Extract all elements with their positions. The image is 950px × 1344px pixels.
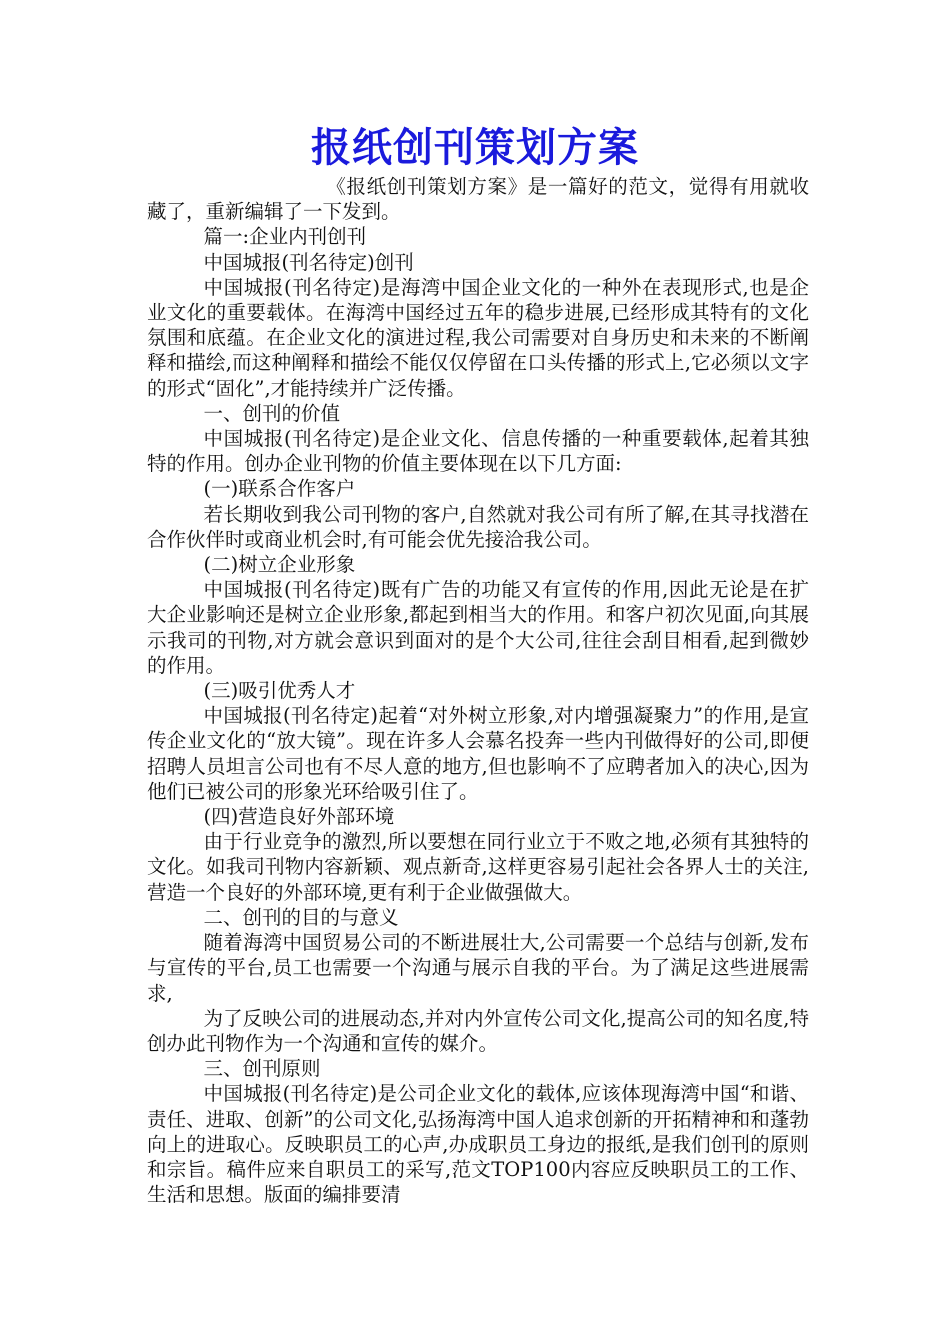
body-paragraph: 中国城报(刊名待定)是企业文化、信息传播的一种重要载体,起着其独特的作用。创办企业刊物的价值主要体现在以下几方面: — [147, 427, 809, 476]
section-heading: 中国城报(刊名待定)创刊 — [203, 250, 414, 274]
body-paragraph: 为了反映公司的进展动态,并对内外宣传公司文化,提高公司的知名度,特创办此刊物作为一个沟通和宣传的媒介。 — [147, 1006, 809, 1055]
section-heading: 二、创刊的目的与意义 — [203, 905, 399, 929]
subsection-heading: (一)联系合作客户 — [203, 477, 356, 501]
section-heading: 一、创刊的价值 — [203, 401, 341, 425]
document-body — [147, 174, 809, 1207]
subsection-heading: (四)营造良好外部环境 — [203, 805, 395, 829]
body-paragraph: 中国城报(刊名待定)是海湾中国企业文化的一种外在表现形式,也是企业文化的重要载体。在海湾中国经过五年的稳步进展,已经形成其特有的文化氛围和底蕴。在企业文化的演进过程,我公司需要对自身历史和未来的不断阐释和描绘,而这种阐释和描绘不能仅仅停留在口头传播的形式上,它必须以文字的形式“固化”,才能持续并广泛传播。 — [147, 275, 809, 400]
body-paragraph: 中国城报(刊名待定)是公司企业文化的载体,应该体现海湾中国“和谐、责任、进取、创新”的公司文化,弘扬海湾中国人追求创新的开拓精神和和蓬勃向上的进取心。反映职员工的心声,办成职员工身边的报纸,是我们创刊的原则和宗旨。稿件应来自职员工的采写,范文TOP100内容应反映职员工的工作、生活和思想。版面的编排要清 — [147, 1082, 809, 1207]
subsection-heading: (三)吸引优秀人才 — [203, 679, 356, 703]
body-paragraph: 中国城报(刊名待定)既有广告的功能又有宣传的作用,因此无论是在扩大企业影响还是树立企业形象,都起到相当大的作用。和客户初次见面,向其展示我司的刊物,对方就会意识到面对的是个大公司,往往会刮目相看,起到微妙的作用。 — [147, 578, 809, 677]
body-paragraph: 由于行业竞争的激烈,所以要想在同行业立于不败之地,必须有其独特的文化。如我司刊物内容新颖、观点新奇,这样更容易引起社会各界人士的关注,营造一个良好的外部环境,更有利于企业做强做大。 — [147, 830, 809, 904]
body-paragraph: 若长期收到我公司刊物的客户,自然就对我公司有所了解,在其寻找潜在合作伙伴时或商业机会时,有可能会优先接洽我公司。 — [147, 502, 809, 551]
document-title: 报纸创刊策划方案 — [311, 124, 639, 171]
subsection-heading: (二)树立企业形象 — [203, 553, 356, 577]
section-heading: 三、创刊原则 — [203, 1057, 321, 1081]
body-paragraph: 中国城报(刊名待定)起着“对外树立形象,对内增强凝聚力”的作用,是宣传企业文化的“放大镜”。现在许多人会慕名投奔一些内刊做得好的公司,即便招聘人员坦言公司也有不尽人意的地方,但也影响不了应聘者加入的决心,因为他们已被公司的形象光环给吸引住了。 — [147, 704, 809, 803]
intro-paragraph: 《报纸创刊策划方案》是一篇好的范文，觉得有用就收藏了，重新编辑了一下发到。 — [147, 175, 809, 224]
section-heading: 篇一:企业内刊创刊 — [203, 225, 367, 249]
body-paragraph: 随着海湾中国贸易公司的不断进展壮大,公司需要一个总结与创新,发布与宣传的平台,员工也需要一个沟通与展示自我的平台。为了满足这些进展需求, — [147, 931, 809, 1005]
